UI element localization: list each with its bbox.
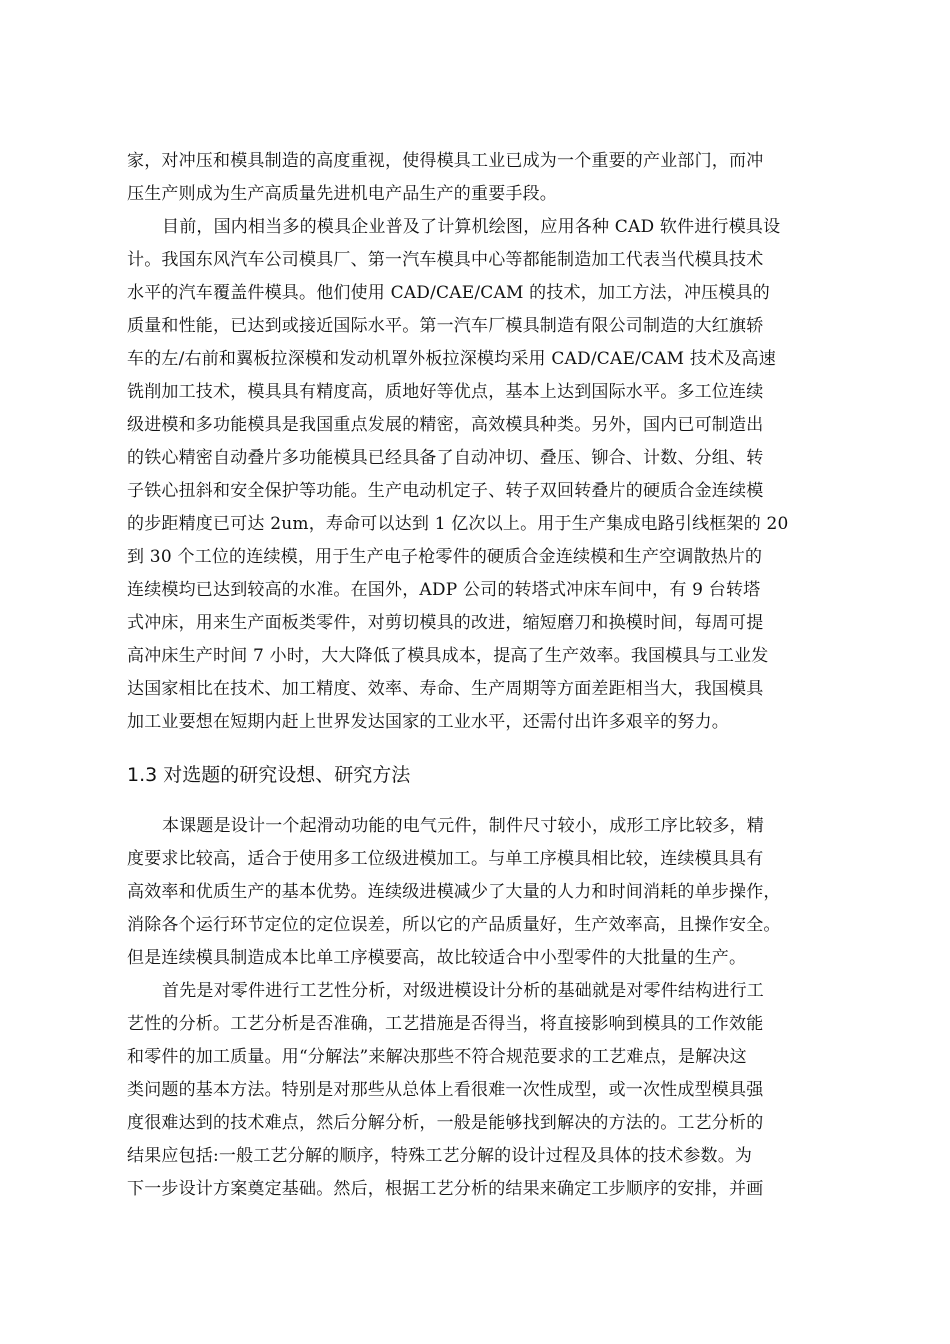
- paragraph-line: 计。我国东风汽车公司模具厂、第一汽车模具中心等都能制造加工代表当代模具技术: [127, 250, 764, 270]
- paragraph-line: 级进模和多功能模具是我国重点发展的精密，高效模具种类。另外，国内已可制造出: [127, 415, 764, 435]
- paragraph-line: 高效率和优质生产的基本优势。连续级进模减少了大量的人力和时间消耗的单步操作，: [127, 882, 781, 902]
- paragraph-line: 家，对冲压和模具制造的高度重视，使得模具工业已成为一个重要的产业部门，而冲: [127, 151, 764, 171]
- paragraph-line: 的步距精度已可达 2um，寿命可以达到 1 亿次以上。用于生产集成电路引线框架的 20: [127, 514, 789, 534]
- section-heading: 1.3 对选题的研究设想、研究方法: [127, 764, 411, 786]
- paragraph-line: 式冲床，用来生产面板类零件，对剪切模具的改进，缩短磨刀和换模时间，每周可提: [127, 613, 764, 633]
- paragraph-line: 加工业要想在短期内赶上世界发达国家的工业水平，还需付出许多艰辛的努力。: [127, 712, 729, 732]
- paragraph-line: 度要求比较高，适合于使用多工位级进模加工。与单工序模具相比较，连续模具具有: [127, 849, 764, 869]
- paragraph-line: 艺性的分析。工艺分析是否准确，工艺措施是否得当，将直接影响到模具的工作效能: [127, 1014, 764, 1034]
- paragraph-line: 铣削加工技术，模具具有精度高，质地好等优点，基本上达到国际水平。多工位连续: [127, 382, 764, 402]
- paragraph-line: 质量和性能，已达到或接近国际水平。第一汽车厂模具制造有限公司制造的大红旗轿: [127, 316, 764, 336]
- paragraph-line: 和零件的加工质量。用“分解法”来解决那些不符合规范要求的工艺难点，是解决这: [127, 1047, 747, 1067]
- paragraph-line: 首先是对零件进行工艺性分析，对级进模设计分析的基础就是对零件结构进行工: [162, 981, 764, 1001]
- paragraph-line: 达国家相比在技术、加工精度、效率、寿命、生产周期等方面差距相当大，我国模具: [127, 679, 764, 699]
- paragraph-line: 消除各个运行环节定位的定位误差，所以它的产品质量好，生产效率高，且操作安全。: [127, 915, 781, 935]
- paragraph-line: 高冲床生产时间 7 小时，大大降低了模具成本，提高了生产效率。我国模具与工业发: [127, 646, 769, 666]
- paragraph-line: 下一步设计方案奠定基础。然后，根据工艺分析的结果来确定工步顺序的安排，并画: [127, 1179, 764, 1199]
- paragraph-line: 的铁心精密自动叠片多功能模具已经具备了自动冲切、叠压、铆合、计数、分组、转: [127, 448, 764, 468]
- paragraph-line: 子铁心扭斜和安全保护等功能。生产电动机定子、转子双回转叠片的硬质合金连续模: [127, 481, 764, 501]
- paragraph-line: 但是连续模具制造成本比单工序模要高，故比较适合中小型零件的大批量的生产。: [127, 948, 747, 968]
- paragraph-line: 结果应包括:一般工艺分解的顺序，特殊工艺分解的设计过程及具体的技术参数。为: [127, 1146, 753, 1166]
- paragraph-line: 车的左/右前和翼板拉深模和发动机罩外板拉深模均采用 CAD/CAE/CAM 技术及高速: [127, 349, 776, 369]
- paragraph-line: 类问题的基本方法。特别是对那些从总体上看很难一次性成型，或一次性成型模具强: [127, 1080, 764, 1100]
- paragraph-line: 水平的汽车覆盖件模具。他们使用 CAD/CAE/CAM 的技术，加工方法，冲压模具的: [127, 283, 770, 303]
- paragraph-line: 压生产则成为生产高质量先进机电产品生产的重要手段。: [127, 184, 557, 204]
- paragraph-line: 连续模均已达到较高的水准。在国外，ADP 公司的转塔式冲床车间中，有 9 台转塔: [127, 580, 761, 600]
- paragraph-line: 本课题是设计一个起滑动功能的电气元件，制件尺寸较小，成形工序比较多，精: [162, 816, 764, 836]
- paragraph-line: 度很难达到的技术难点，然后分解分析，一般是能够找到解决的方法的。工艺分析的: [127, 1113, 764, 1133]
- paragraph-line: 到 30 个工位的连续模，用于生产电子枪零件的硬质合金连续模和生产空调散热片的: [127, 547, 763, 567]
- paragraph-line: 目前，国内相当多的模具企业普及了计算机绘图，应用各种 CAD 软件进行模具设: [162, 217, 781, 237]
